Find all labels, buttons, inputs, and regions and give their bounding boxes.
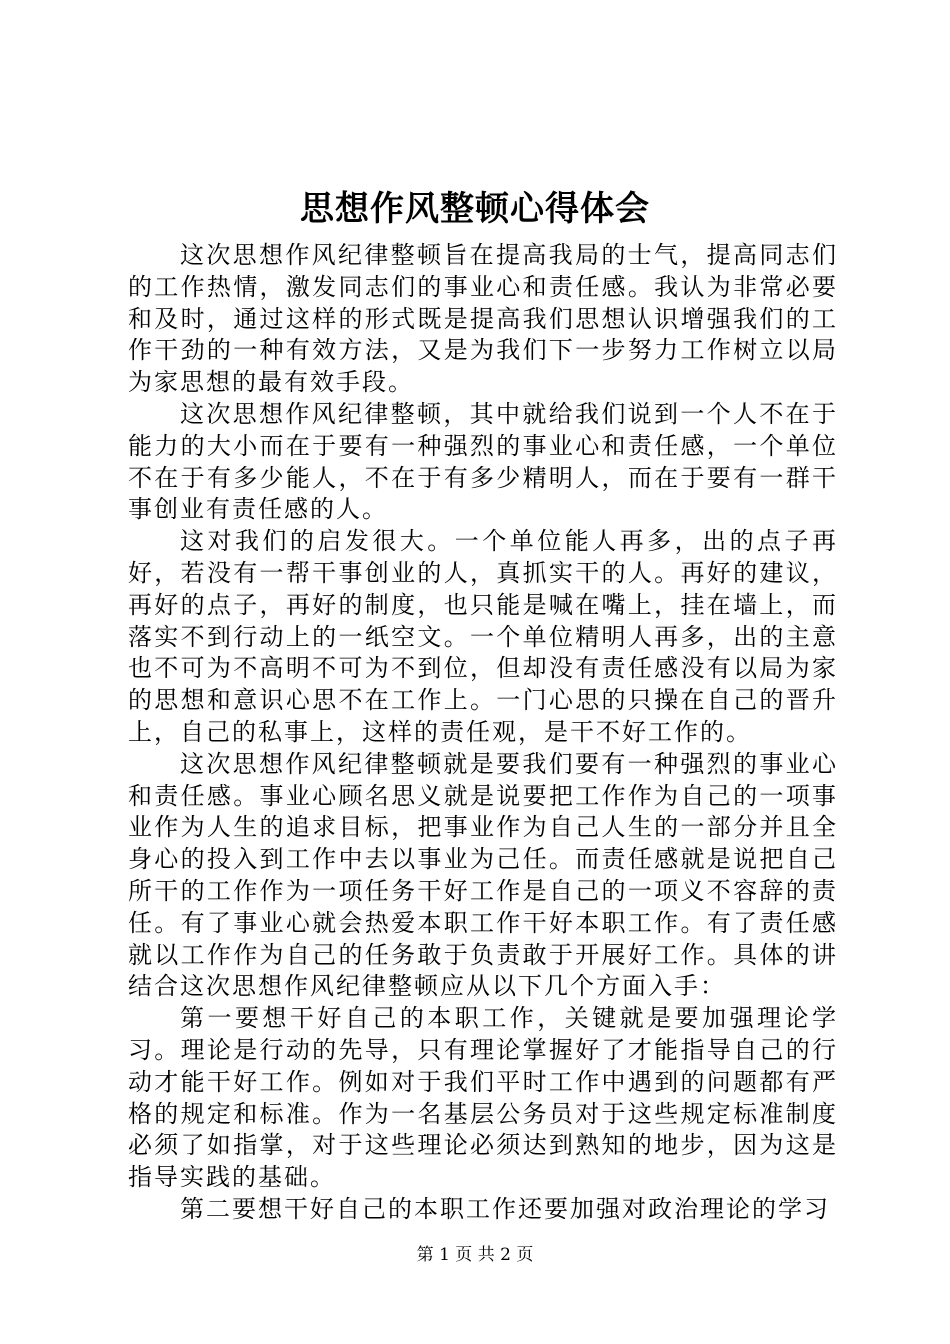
document-body: [128, 240, 838, 1226]
page-number: 第 1 页 共 2 页: [416, 1245, 534, 1265]
paragraph-4: 这次思想作风纪律整顿就是要我们要有一种强烈的事业心和责任感。事业心顾名思义就是说要把工作作为自己的一项事业作为人生的追求目标，把事业作为自己人生的一部分并且全身心的投入到工作中去以事业为己任。而责任感就是说把自己所干的工作作为一项任务干好工作是自己的一项义不容辞的责任。有了事业心就会热爱本职工作干好本职工作。有了责任感就以工作作为自己的任务敢于负责敢于开展好工作。具体的讲结合这次思想作风纪律整顿应从以下几个方面入手：: [128, 749, 838, 1001]
paragraph-2: 这次思想作风纪律整顿，其中就给我们说到一个人不在于能力的大小而在于要有一种强烈的事业心和责任感，一个单位不在于有多少能人，不在于有多少精明人，而在于要有一群干事创业有责任感的人。: [128, 399, 838, 524]
document-title: 思想作风整顿心得体会: [300, 189, 650, 229]
paragraph-6: 第二要想干好自己的本职工作还要加强对政治理论的学习: [180, 1194, 830, 1223]
paragraph-5: 第一要想干好自己的本职工作，关键就是要加强理论学习。理论是行动的先导，只有理论掌握好了才能指导自己的行动才能干好工作。例如对于我们平时工作中遇到的问题都有严格的规定和标准。作为一名基层公务员对于这些规定标准制度必须了如指掌，对于这些理论必须达到熟知的地步，因为这是指导实践的基础。: [128, 1004, 838, 1192]
paragraph-3: 这对我们的启发很大。一个单位能人再多，出的点子再好，若没有一帮干事创业的人，真抓实干的人。再好的建议，再好的点子，再好的制度，也只能是喊在嘴上，挂在墙上，而落实不到行动上的一纸空文。一个单位精明人再多，出的主意也不可为不高明不可为不到位，但却没有责任感没有以局为家的思想和意识心思不在工作上。一门心思的只操在自己的晋升上，自己的私事上，这样的责任观，是干不好工作的。: [128, 527, 838, 746]
paragraph-1: 这次思想作风纪律整顿旨在提高我局的士气，提高同志们的工作热情，激发同志们的事业心和责任感。我认为非常必要和及时，通过这样的形式既是提高我们思想认识增强我们的工作干劲的一种有效方法，又是为我们下一步努力工作树立以局为家思想的最有效手段。: [128, 241, 838, 397]
page-footer: [0, 1244, 950, 1266]
